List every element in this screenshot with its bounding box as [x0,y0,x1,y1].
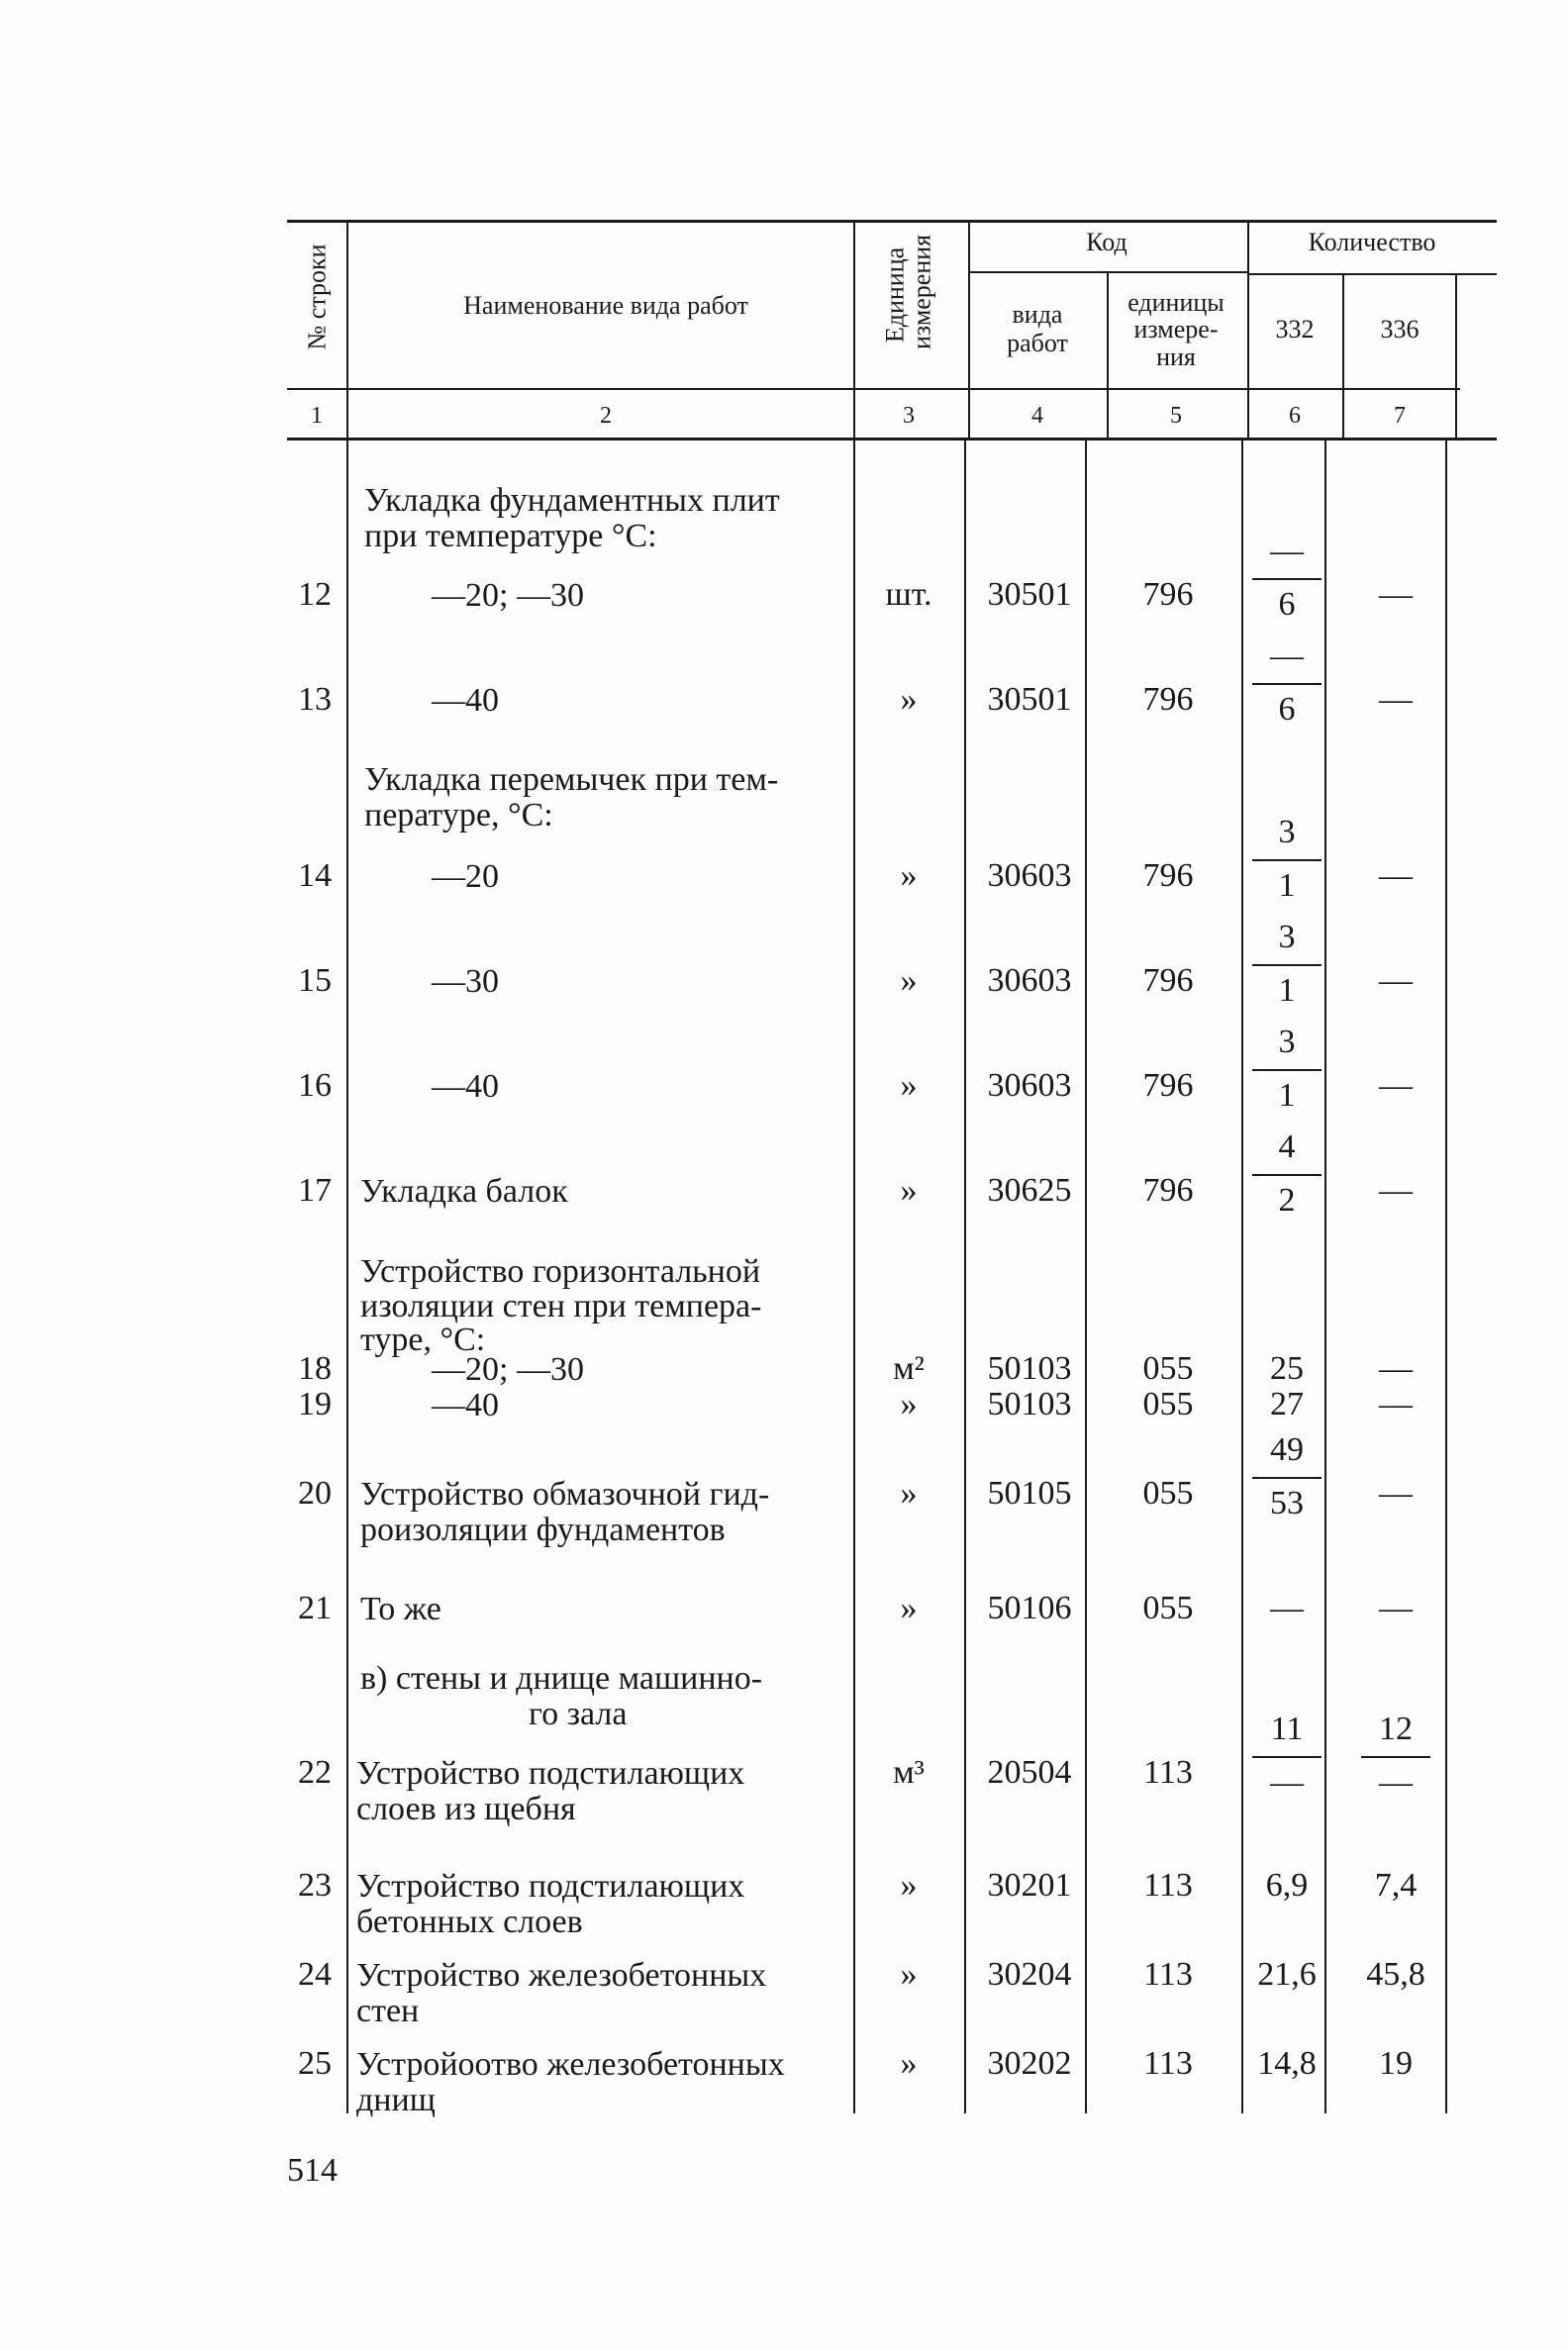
section-heading [360,1255,761,1358]
unit-code-cell: 796 [1142,1067,1194,1104]
section-heading-line: при температуре °С: [364,517,657,554]
row-number: 21 [298,1590,332,1626]
work-code-cell: 30501 [987,681,1072,718]
quantity-fraction-q1 [1252,816,1322,905]
fraction-denominator: 6 [1278,691,1296,728]
section-heading [360,1661,762,1731]
unit-cell: » [900,1067,918,1104]
quantity-cell-q1: 14,8 [1257,2045,1317,2082]
work-name-line: стен [356,1992,420,2029]
header-work-name: Наименование вида работ [463,291,748,320]
quantity-cell-q2: — [1379,681,1413,718]
fraction-numerator: 49 [1270,1431,1304,1468]
quantity-fraction-q1 [1252,535,1322,624]
quantity-cell-q1: 25 [1270,1350,1304,1387]
header-vline-4 [1107,271,1109,438]
fraction-bar [1252,1477,1322,1479]
section-heading [364,483,780,553]
quantity-cell-q2: — [1379,1590,1413,1626]
work-name-line: Устройоотво железобетонных [356,2046,785,2083]
row-number: 14 [298,857,332,894]
section-heading-line: Укладка перемычек при тем- [364,761,779,798]
colnum-4: 4 [1031,403,1043,429]
work-name [360,1174,568,1210]
fraction-denominator: 6 [1278,586,1296,623]
fraction-denominator: 1 [1278,1077,1296,1114]
header-quantity: Количество [1308,228,1436,256]
colnum-1: 1 [311,403,323,429]
fraction-numerator: 3 [1278,814,1296,850]
header-unit [880,234,936,349]
fraction-bar [1252,1756,1322,1758]
quantity-cell-q2: — [1379,1386,1413,1422]
work-name-line: —20 [432,858,499,895]
row-number: 24 [298,1956,332,1993]
body-vline-6 [1324,441,1326,2113]
work-name-line: —30 [432,963,499,1000]
work-code-cell: 30625 [987,1172,1072,1209]
kod-subheader-rule [970,271,1247,273]
work-name [432,1388,499,1423]
row-number: 19 [298,1386,332,1422]
work-name [356,1958,766,2028]
colnum-3: 3 [903,403,915,429]
row-number: 12 [298,576,332,613]
work-name-line: Устройство железобетонных [356,1957,767,1994]
fraction-numerator: 11 [1270,1711,1304,1747]
body-vline-2 [853,441,855,2113]
work-name-line: —20; —30 [432,577,584,614]
work-name-line: То же [360,1591,441,1627]
page-number: 514 [287,2152,338,2189]
header-vline-7 [1455,273,1457,438]
work-name-line: слоев из щебня [356,1790,576,1827]
unit-code-cell: 055 [1142,1475,1194,1512]
work-name [360,1477,769,1547]
fraction-numerator: 3 [1278,919,1296,955]
quantity-cell-q1: 6,9 [1265,1867,1309,1904]
unit-cell: » [900,1590,918,1626]
header-kod: Код [1086,228,1127,256]
row-number: 16 [298,1067,332,1104]
work-code-cell: 50105 [987,1475,1072,1512]
row-number: 13 [298,681,332,718]
work-name-line: Устройство подстилающих [356,1755,745,1792]
body-vline-1 [346,441,348,2113]
fraction-numerator: 4 [1278,1128,1296,1165]
fraction-denominator: 53 [1270,1485,1304,1521]
unit-cell: » [900,1867,918,1904]
unit-code-cell: 113 [1143,2045,1193,2082]
quantity-cell-q2: — [1379,576,1413,613]
row-number: 22 [298,1754,332,1791]
header-kod-vida-1: вида [1012,300,1063,329]
work-name [432,683,499,719]
unit-code-cell: 055 [1142,1590,1194,1626]
quantity-cell-q2: — [1379,1350,1413,1387]
fraction-numerator: 12 [1379,1711,1413,1747]
fraction-denominator: — [1270,1764,1304,1801]
unit-cell: » [900,1172,918,1209]
quantity-cell-q2: — [1379,1067,1413,1104]
fraction-bar [1252,964,1322,966]
section-heading-line: в) стены и днище машинно- [360,1660,763,1697]
quantity-cell-q1: 21,6 [1257,1956,1317,1993]
work-name-line: роизоляции фундаментов [360,1511,726,1548]
quantity-fraction-q1 [1252,1026,1322,1115]
quantity-cell-q2: 19 [1379,2045,1413,2082]
work-code-cell: 30603 [987,857,1072,894]
unit-cell: м² [893,1350,925,1387]
quantity-fraction-q1 [1252,639,1322,729]
work-name-line: —40 [432,1068,499,1105]
work-code-cell: 30201 [987,1867,1072,1904]
section-heading-line: Укладка фундаментных плит [364,482,780,519]
row-number: 23 [298,1867,332,1904]
header-vline-3 [968,223,970,438]
row-number: 18 [298,1350,332,1387]
work-name [356,1869,744,1939]
quantity-cell-q2: — [1379,857,1413,894]
quantity-fraction-q1 [1252,1713,1322,1802]
unit-cell: » [900,1475,918,1512]
quantity-cell-q2: — [1379,1475,1413,1512]
colnum-2: 2 [600,403,612,429]
quantity-fraction-q1 [1252,1130,1322,1220]
row-number: 20 [298,1475,332,1512]
work-code-cell: 30202 [987,2045,1072,2082]
header-kod-vida [1007,301,1068,357]
work-name-line: днищ [356,2081,436,2118]
quantity-fraction-q1 [1252,1433,1322,1522]
fraction-denominator: — [1379,1764,1413,1801]
header-kod-unit [1127,289,1225,370]
colnum-5: 5 [1170,403,1182,429]
quantity-fraction-q1 [1252,921,1322,1010]
fraction-bar [1252,683,1322,685]
header-qty-336: 336 [1380,315,1420,343]
unit-code-cell: 796 [1142,962,1194,999]
quantity-cell-q1: 27 [1270,1386,1304,1422]
header-vline-2 [853,223,855,438]
fraction-denominator: 1 [1278,867,1296,904]
unit-code-cell: 796 [1142,576,1194,613]
header-vline-1 [346,223,348,438]
unit-cell: м³ [893,1754,925,1791]
fraction-bar [1252,859,1322,861]
unit-cell: » [900,1386,918,1422]
work-code-cell: 30603 [987,962,1072,999]
header-vline-5 [1247,223,1249,438]
work-name [432,578,584,614]
section-heading-line: пературе, °С: [364,796,553,833]
unit-cell: » [900,681,918,718]
body-vline-5 [1241,441,1243,2113]
row-number: 25 [298,2045,332,2082]
header-kod-unit-2: измере- [1133,315,1219,344]
fraction-bar [1252,1174,1322,1176]
fraction-bar [1252,578,1322,580]
body-vline-3 [964,441,966,2113]
unit-code-cell: 796 [1142,1172,1194,1209]
work-name-line: Укладка балок [360,1173,568,1210]
header-row-number: № строки [302,244,332,350]
work-name [360,1592,441,1627]
unit-code-cell: 113 [1143,1754,1193,1791]
colnum-bottom-rule [287,438,1497,441]
section-heading-line: туре, °С: [360,1322,486,1359]
unit-code-cell: 055 [1142,1386,1194,1422]
unit-cell: » [900,962,918,999]
fraction-numerator: — [1270,637,1304,674]
quantity-cell-q2: — [1379,962,1413,999]
unit-code-cell: 113 [1143,1956,1193,1993]
qty-subheader-rule [1249,273,1497,275]
quantity-cell-q1: — [1270,1590,1304,1626]
work-code-cell: 50103 [987,1386,1072,1422]
header-kod-unit-1: единицы [1127,288,1225,317]
section-heading-line: Устройство горизонтальной [360,1253,761,1290]
unit-code-cell: 796 [1142,857,1194,894]
work-code-cell: 20504 [987,1754,1072,1791]
row-number: 17 [298,1172,332,1209]
work-name [356,2047,785,2117]
work-name-line: —20; —30 [432,1351,584,1388]
row-number: 15 [298,962,332,999]
work-name [432,859,499,895]
quantity-cell-q2: 45,8 [1366,1956,1425,1993]
unit-code-cell: 796 [1142,681,1194,718]
work-name-line: —40 [432,682,499,719]
work-name [432,964,499,1000]
body-vline-4 [1085,441,1087,2113]
work-name-line: —40 [432,1387,499,1423]
header-qty-332: 332 [1275,315,1315,343]
work-code-cell: 50103 [987,1350,1072,1387]
quantity-cell-q2: 7,4 [1374,1867,1418,1904]
colnum-7: 7 [1394,403,1406,429]
fraction-denominator: 1 [1278,972,1296,1009]
fraction-bar [1361,1756,1430,1758]
fraction-numerator: — [1270,533,1304,569]
section-heading-line: го зала [529,1695,628,1732]
work-name-line: Устройство подстилающих [356,1868,745,1905]
colnum-6: 6 [1289,403,1301,429]
work-name-line: бетонных слоев [356,1903,583,1940]
quantity-cell-q2: — [1379,1172,1413,1209]
work-code-cell: 30501 [987,576,1072,613]
unit-code-cell: 055 [1142,1350,1194,1387]
quantity-fraction-q2 [1361,1713,1430,1802]
work-name [432,1069,499,1105]
header-kod-unit-3: ния [1156,342,1196,371]
header-bottom-rule [287,388,1460,390]
body-vline-7 [1445,441,1447,2113]
fraction-numerator: 3 [1278,1024,1296,1060]
unit-cell: » [900,1956,918,1993]
work-name [432,1352,584,1388]
header-top-rule [287,220,1497,223]
work-code-cell: 50106 [987,1590,1072,1626]
unit-cell: шт. [885,576,932,613]
work-code-cell: 30603 [987,1067,1072,1104]
fraction-denominator: 2 [1278,1182,1296,1219]
header-vline-6 [1342,273,1344,438]
header-unit-text: Единица измерения [880,234,936,349]
unit-cell: » [900,2045,918,2082]
work-name-line: Устройство обмазочной гид- [360,1476,770,1513]
work-name [356,1756,744,1826]
work-code-cell: 30204 [987,1956,1072,1993]
fraction-bar [1252,1069,1322,1071]
section-heading [364,762,778,833]
header-kod-vida-2: работ [1007,328,1068,357]
section-heading-line: изоляции стен при темпера- [360,1287,762,1324]
unit-cell: » [900,857,918,894]
unit-code-cell: 113 [1143,1867,1193,1904]
